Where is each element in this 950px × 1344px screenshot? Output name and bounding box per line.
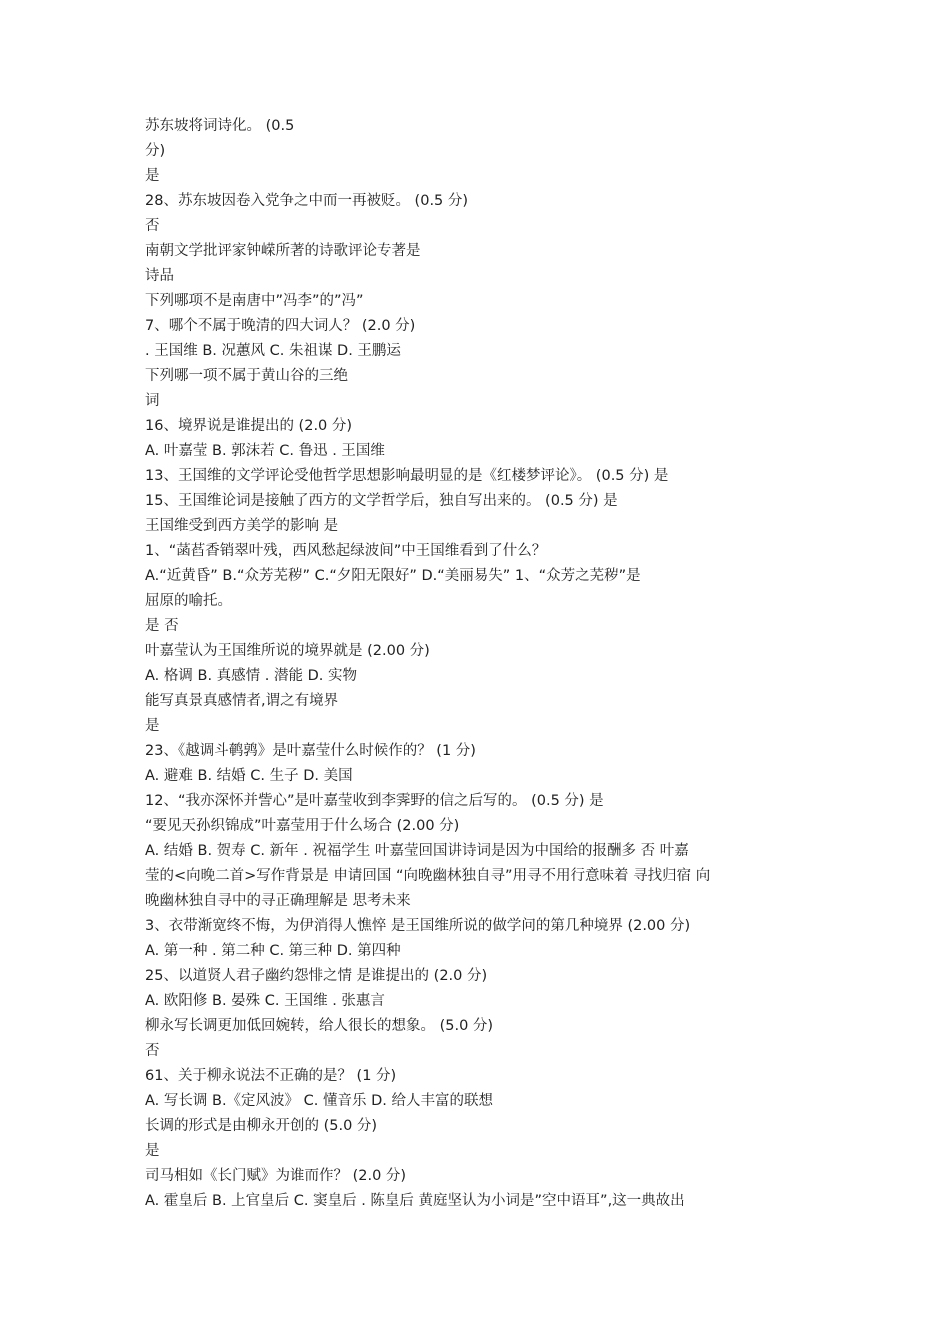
text-line: . 王国维 B. 况蕙风 C. 朱祖谋 D. 王鹏运 <box>145 343 401 359</box>
text-line: 否 <box>145 1043 160 1059</box>
text-line: 3、衣带渐宽终不悔，为伊消得人憔悴 是王国维所说的做学问的第几种境界 (2.00 分) <box>145 918 691 934</box>
text-line: A. 叶嘉莹 B. 郭沫若 C. 鲁迅 . 王国维 <box>145 443 385 459</box>
text-line: “要见天孙织锦成”叶嘉莹用于什么场合 (2.00 分) <box>145 818 460 834</box>
text-line: 下列哪一项不属于黄山谷的三绝 <box>145 368 348 384</box>
text-line: 司马相如《长门赋》为谁而作？ (2.0 分) <box>145 1168 407 1184</box>
text-line: 莹的<向晚二首>写作背景是 申请回国 “向晚幽林独自寻”用寻不用行意味着 寻找归宿 向 <box>145 868 711 884</box>
text-line: 12、“我亦深怀并訾心”是叶嘉莹收到李霁野的信之后写的。 (0.5 分) 是 <box>145 793 604 809</box>
text-line: 晚幽林独自寻中的寻正确理解是 思考未来 <box>145 893 411 909</box>
text-line: 长调的形式是由柳永开创的 (5.0 分) <box>145 1118 378 1134</box>
text-line: 7、哪个不属于晚清的四大词人？ (2.0 分) <box>145 318 416 334</box>
text-line: 1、“菡萏香销翠叶残，西风愁起绿波间”中王国维看到了什么？ <box>145 543 547 559</box>
text-line: A. 霍皇后 B. 上官皇后 C. 窦皇后 . 陈皇后 黄庭坚认为小词是”空中语耳”,这一典故出 <box>145 1193 685 1209</box>
text-line: A.“近黄昏” B.“众芳芜秽” C.“夕阳无限好” D.“美丽易失” 1、“众芳之芜秽”是 <box>145 568 641 584</box>
text-line: 25、以道贤人君子幽约怨悱之情 是谁提出的 (2.0 分) <box>145 968 488 984</box>
text-line: 能写真景真感情者,谓之有境界 <box>145 693 339 709</box>
text-line: 13、王国维的文学评论受他哲学思想影响最明显的是《红楼梦评论》。 (0.5 分) 是 <box>145 468 669 484</box>
text-line: 28、苏东坡因卷入党争之中而一再被贬。 (0.5 分) <box>145 193 469 209</box>
text-line: 叶嘉莹认为王国维所说的境界就是 (2.00 分) <box>145 643 430 659</box>
text-line: 15、王国维论词是接触了西方的文学哲学后，独自写出来的。 (0.5 分) 是 <box>145 493 618 509</box>
text-line: 否 <box>145 218 160 234</box>
text-line: 是 <box>145 1143 160 1159</box>
text-line: 王国维受到西方美学的影响 是 <box>145 518 339 534</box>
text-line: A. 欧阳修 B. 晏殊 C. 王国维 . 张惠言 <box>145 993 385 1009</box>
text-line: 23、《越调斗鹌鹑》是叶嘉莹什么时候作的？ (1 分) <box>145 743 476 759</box>
text-line: 61、关于柳永说法不正确的是？ (1 分) <box>145 1068 397 1084</box>
text-line: A. 避难 B. 结婚 C. 生子 D. 美国 <box>145 768 353 784</box>
text-line: 苏东坡将词诗化。 (0.5 <box>145 118 295 134</box>
text-line: 下列哪项不是南唐中”冯李”的”冯” <box>145 293 364 309</box>
text-line: A. 格调 B. 真感情 . 潜能 D. 实物 <box>145 668 357 684</box>
text-line: 是 <box>145 718 160 734</box>
text-line: A. 第一种 . 第二种 C. 第三种 D. 第四种 <box>145 943 401 959</box>
text-line: 是 否 <box>145 618 179 634</box>
text-line: 16、境界说是谁提出的 (2.0 分) <box>145 418 353 434</box>
text-line: 诗品 <box>145 268 174 284</box>
text-line: A. 写长调 B.《定风波》 C. 懂音乐 D. 给人丰富的联想 <box>145 1093 493 1109</box>
text-line: A. 结婚 B. 贺寿 C. 新年 . 祝福学生 叶嘉莹回国讲诗词是因为中国给的报酬多 否 叶嘉 <box>145 843 689 859</box>
text-line: 是 <box>145 168 160 184</box>
text-line: 词 <box>145 393 160 409</box>
text-line: 柳永写长调更加低回婉转，给人很长的想象。 (5.0 分) <box>145 1018 494 1034</box>
document-body <box>145 114 810 1214</box>
text-line: 南朝文学批评家钟嵘所著的诗歌评论专著是 <box>145 243 421 259</box>
text-line: 屈原的喻托。 <box>145 593 232 609</box>
text-line: 分) <box>145 143 166 159</box>
